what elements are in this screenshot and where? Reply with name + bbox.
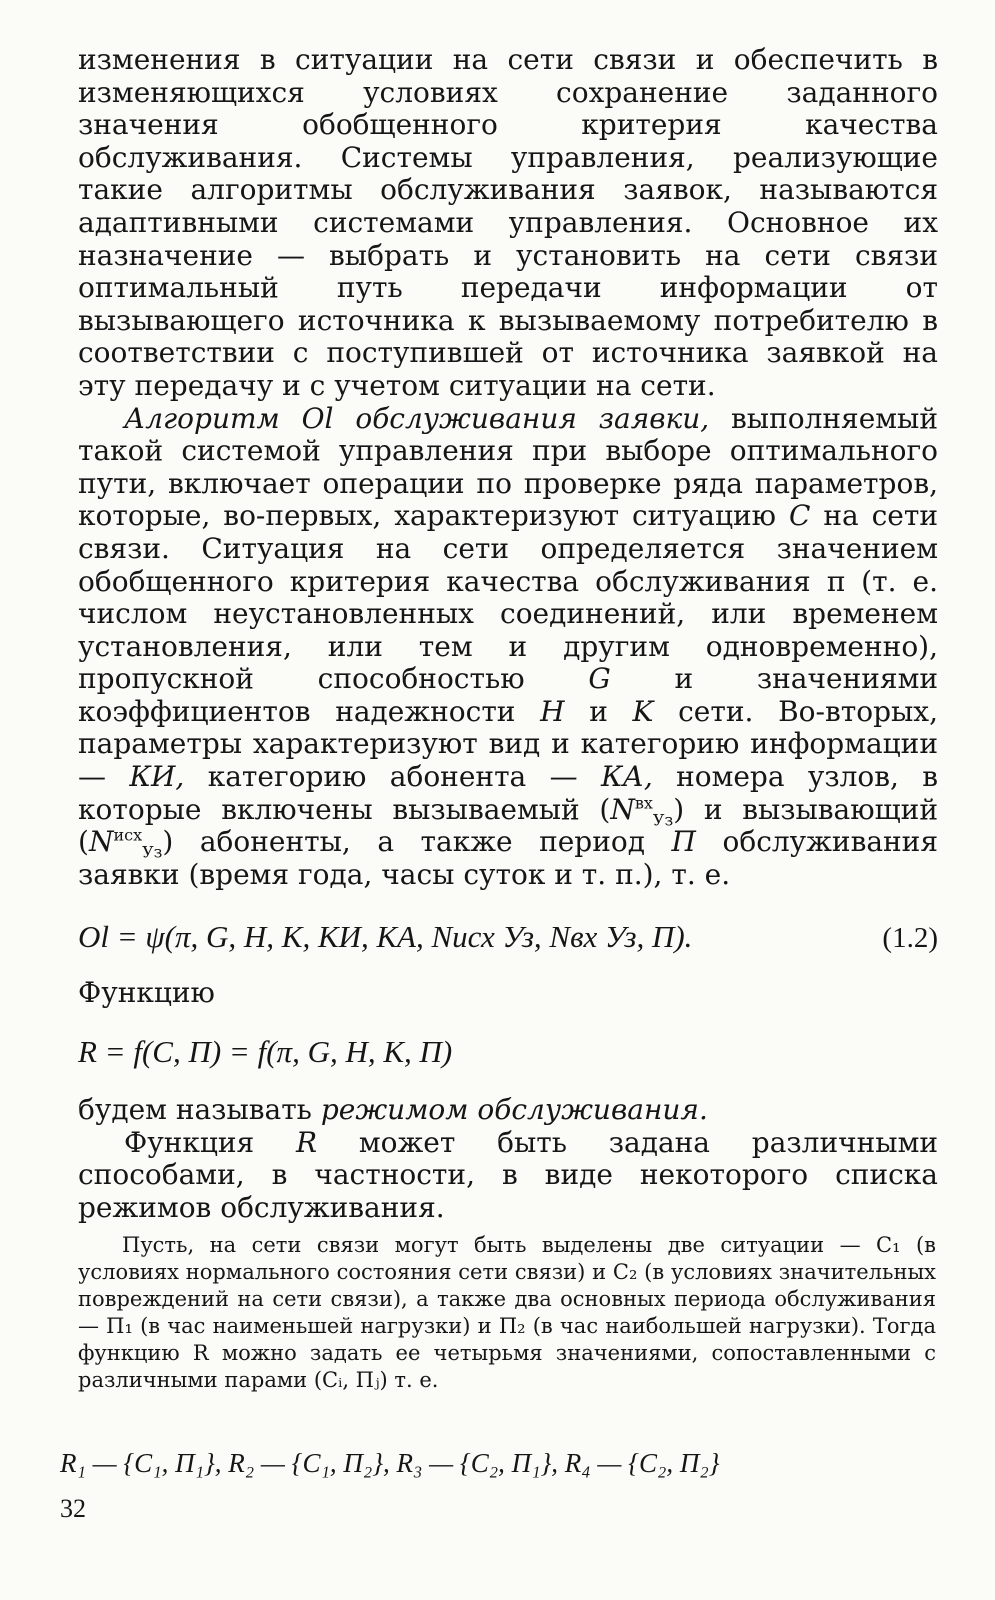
paragraph-3: [78, 1094, 938, 1127]
p2-text-c: и значениями коэффициентов надежности: [78, 662, 939, 728]
symbol-n-in: N: [610, 792, 635, 826]
p2-text-g: номера узлов, в которые включены вызываемый (: [78, 760, 939, 826]
sup-out: исх: [113, 825, 143, 845]
p2-text-e: сети. Во-вторых, параметры характеризуют вид и категорию информации —: [78, 694, 938, 794]
small-paragraph: Пусть, на сети связи могут быть выделены две ситуации — C₁ (в условиях нормального состояния сети связи) и C₂ (в условиях значительных повреждений на сети связи), а также два основных периода обслуживания — П₁ (в час наименьшей нагрузки) и П₂ (в час наибольшей нагрузки). Тогда функцию R можно задать ее четырьмя значениями, сопоставленными с различными парами (Cᵢ, Пⱼ) т. е.: [78, 1233, 936, 1392]
equation-number: (1.2): [882, 922, 938, 955]
small-formula: R₁ — {C₁, П₁}, R₂ — {C₁, П₂}, R₃ — {C₂, П₁}, R₄ — {C₂, П₂}: [60, 1448, 720, 1478]
symbol-ki: КИ,: [129, 760, 185, 794]
symbol-p: П: [671, 825, 696, 859]
p2-text-a: выполняемый такой системой управления при выборе оптимального пути, включает операции по проверке ряда параметров, которые, во-первых, характеризуют ситуацию: [78, 401, 938, 533]
p4-text-b: может быть задана различными способами, в частности, в виде некоторого списка режимов обслуживания.: [78, 1125, 939, 1224]
equation-1-2-body: Ol = ψ(π, G, H, K, КИ, КА, Nисх Уз, Nвх Уз, П).: [78, 919, 693, 955]
sup-in: вх: [634, 793, 653, 813]
symbol-g: G: [588, 662, 611, 696]
label-function: Функцию: [78, 976, 215, 1010]
p2-text-i: ) абоненты, а также период: [162, 825, 645, 859]
p4-text-a: Функция: [124, 1125, 255, 1159]
equation-regime: R = f(C, П) = f(π, G, H, K, П): [78, 1033, 453, 1069]
sub-uz-out: Уз: [142, 842, 163, 862]
p2-text-f: категорию абонента —: [207, 760, 578, 794]
paragraph-2: [78, 403, 938, 892]
sub-uz-in: Уз: [652, 810, 674, 830]
main-text: [78, 44, 938, 1225]
symbol-n-out: N: [88, 825, 114, 859]
symbol-r: R: [296, 1125, 318, 1159]
paragraph-1: изменения в ситуации на сети связи и обеспечить в изменяющихся условиях сохранение заданного значения обобщенного критерия качества обслуживания. Системы управления, реализующие такие алгоритмы обслуживания заявок, называются адаптивными системами управления. Основное их назначение — выбрать и установить на сети связи оптимальный путь передачи информации от вызывающего источника к вызываемому потребителю в соответствии с поступившей от источника заявкой на эту передачу и с учетом ситуации на сети.: [78, 43, 938, 402]
p3-text: будем называть: [78, 1093, 312, 1127]
symbol-k: K: [632, 694, 654, 728]
symbol-ka: КА,: [600, 760, 653, 794]
term-algorithm: Алгоритм: [124, 401, 280, 435]
paragraph-4: [78, 1127, 938, 1225]
symbol-h: H: [540, 694, 565, 728]
term-service-mode: режимом обслуживания.: [320, 1093, 708, 1127]
small-print-block: [78, 1232, 936, 1394]
p2-text-d: и: [589, 694, 608, 728]
term-service-request: обслуживания заявки,: [355, 401, 710, 435]
symbol-ol: Ol: [301, 401, 334, 435]
p2-text-b: на сети связи. Ситуация на сети определяется значением обобщенного критерия качества обслуживания π (т. е. числом неустановленных соединений, или временем установления, или тем и другим одновременно), пропускной способностью: [78, 499, 938, 696]
page-number: 32: [60, 1494, 86, 1523]
symbol-c: C: [788, 499, 811, 533]
p2-text-j: обслуживания заявки (время года, часы суток и т. п.), т. е.: [78, 825, 939, 891]
equation-1-2: [78, 921, 938, 955]
p2-text-h: ) и вызывающий (: [78, 792, 938, 859]
